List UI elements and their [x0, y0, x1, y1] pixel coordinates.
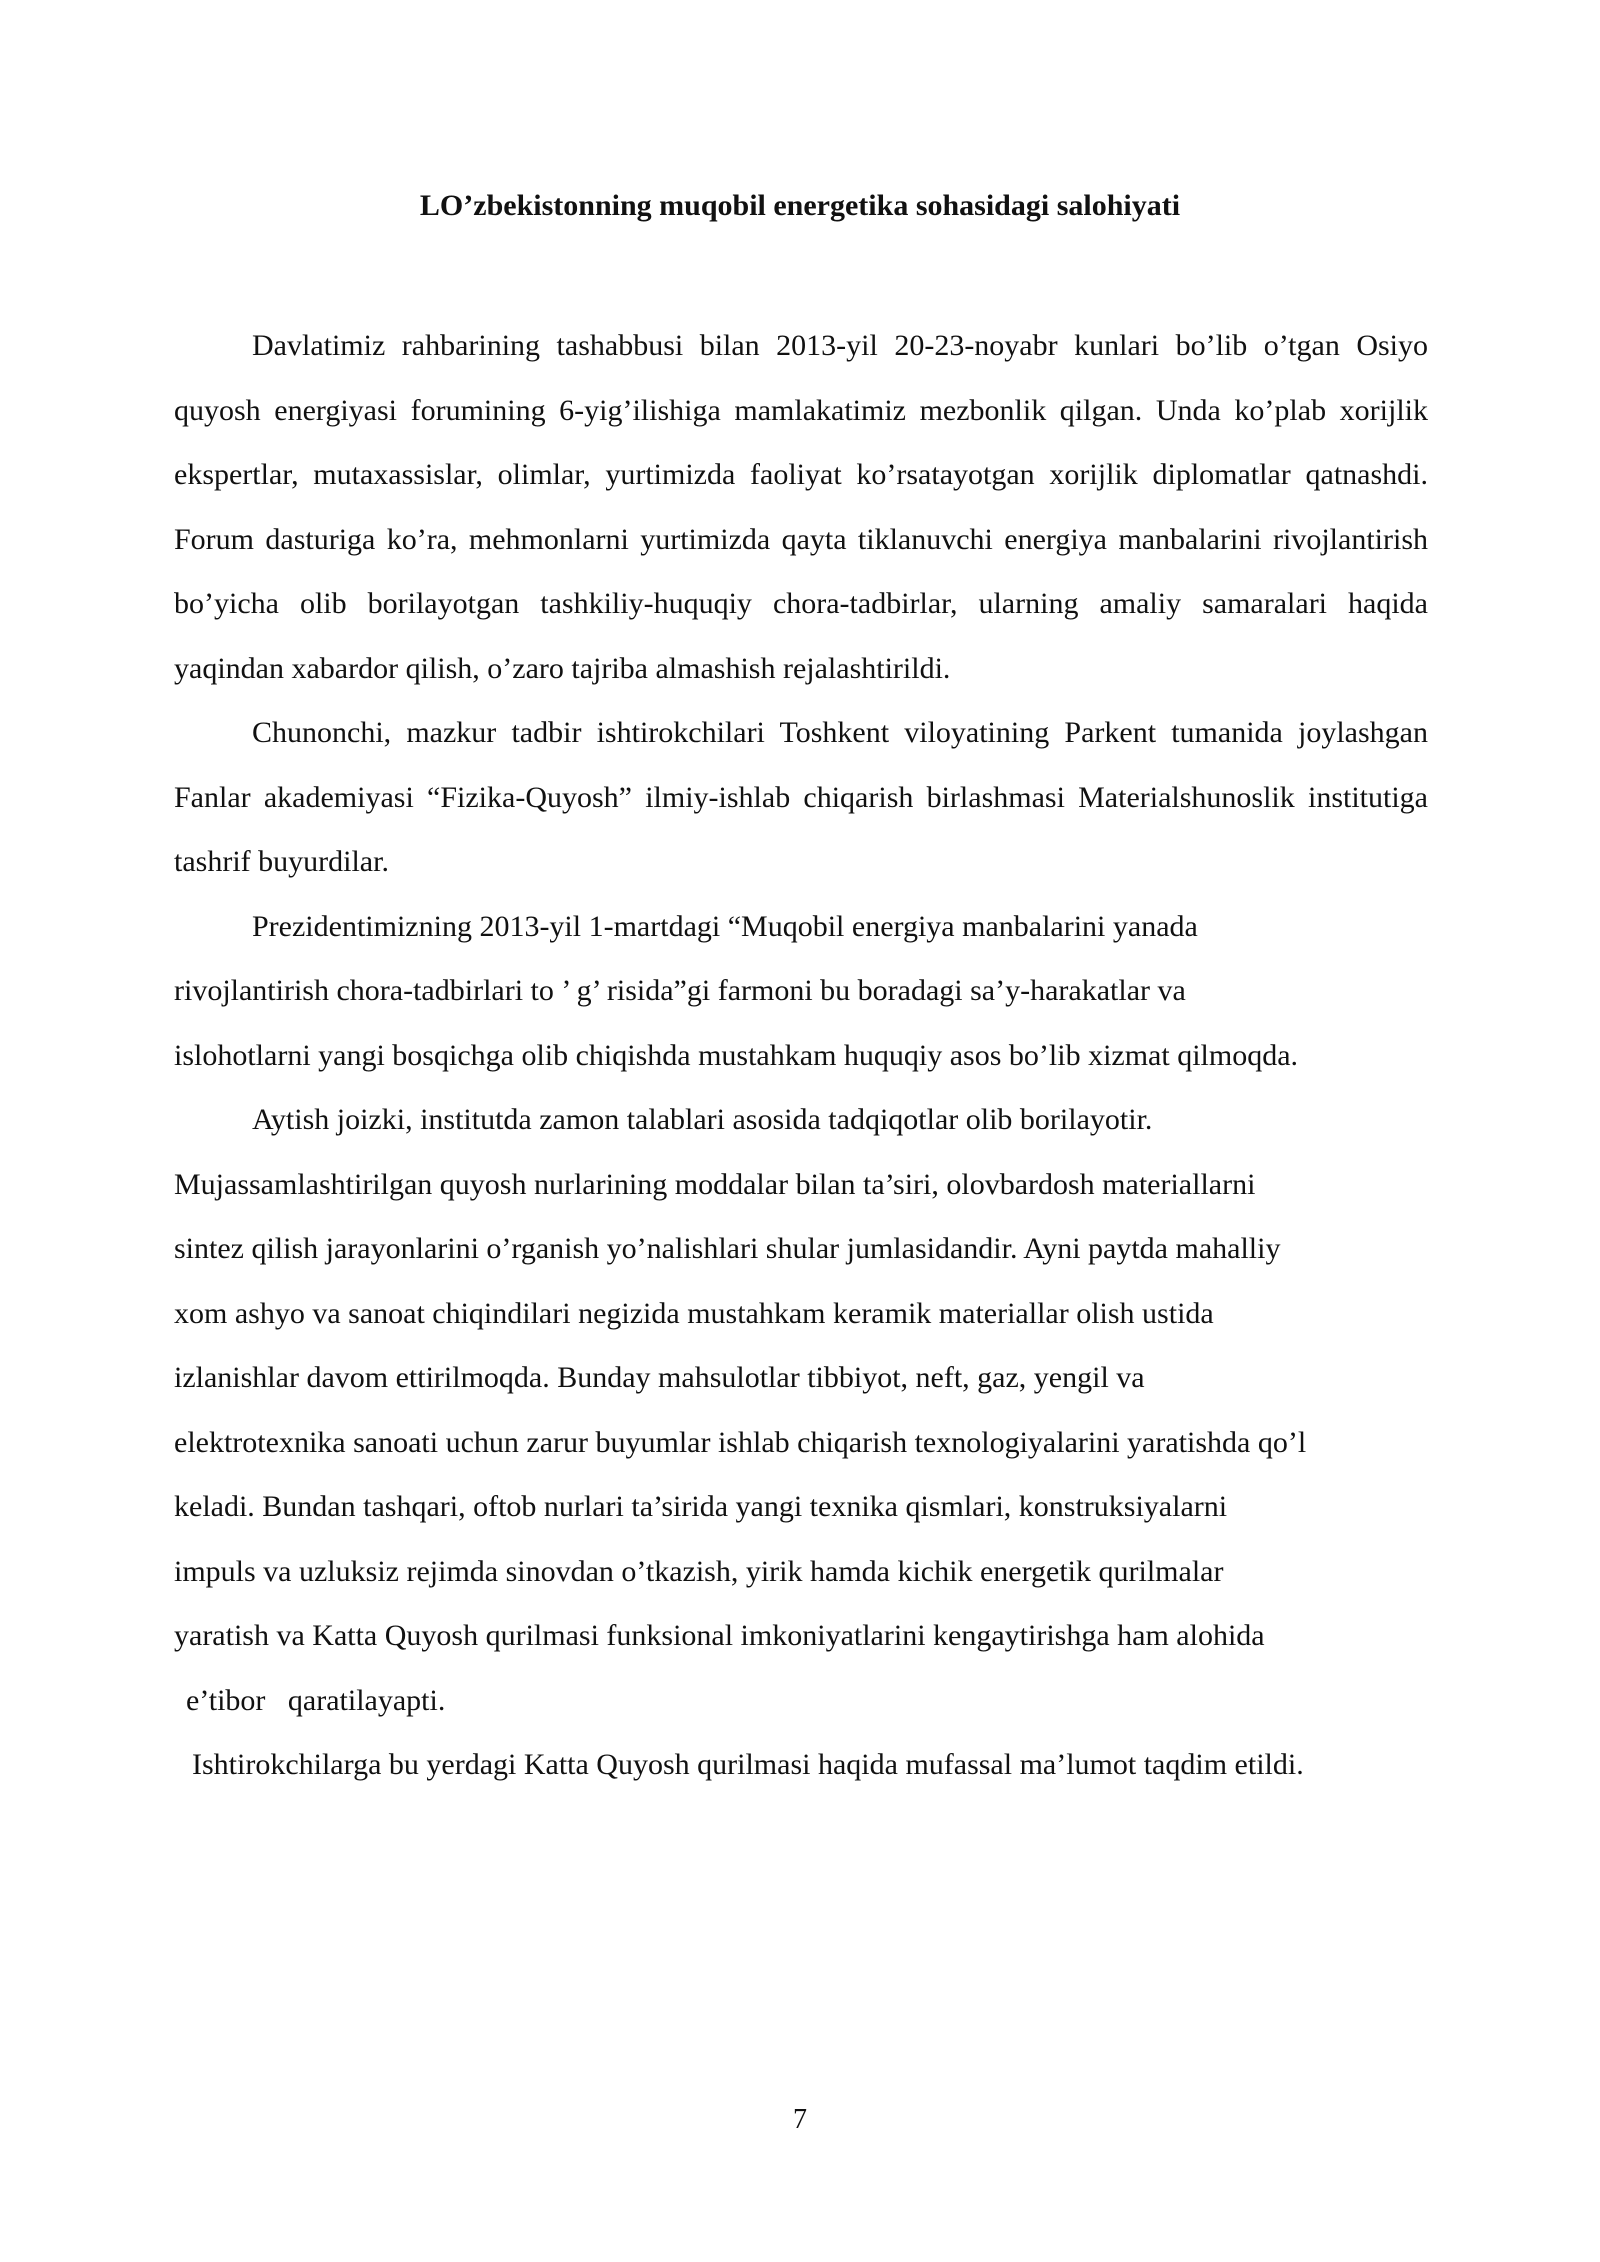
page-number: 7 [793, 2104, 807, 2135]
document-body [174, 314, 1428, 1798]
paragraph-forum: Davlatimiz rahbarining tashabbusi bilan 2013-yil 20-23-noyabr kunlari bo’lib o’tgan Osiyo quyosh energiyasi forumining 6-yig’ilishiga mamlakatimiz mezbonlik qilgan. Unda ko’plab xorijlik ekspertlar, mutaxassislar, olimlar, yurtimizda faoliyat ko’rsatayotgan xorijlik diplomatlar qatnashdi. Forum dasturiga ko’ra, mehmonlarni yurtimizda qayta tiklanuvchi energiya manbalarini rivojlantirish bo’yicha olib borilayotgan tashkiliy-huquqiy chora-tadbirlar, ularning amaliy samaralari haqida yaqindan xabardor qilish, o’zaro tajriba almashish rejalashtirildi. [174, 329, 1428, 685]
paragraph-line: Prezidentimizning 2013-yil 1-martdagi “Muqobil energiya manbalarini yanada [252, 909, 1198, 943]
paragraph-visit: Chunonchi, mazkur tadbir ishtirokchilari Toshkent viloyatining Parkent tumanida joylashgan Fanlar akademiyasi “Fizika-Quyosh” ilmiy-ishlab chiqarish birlashmasi Materialshunoslik institutiga tashrif buyurdilar. [174, 716, 1428, 878]
paragraph-line: impuls va uzluksiz rejimda sinovdan o’tkazish, yirik hamda kichik energetik qurilmalar [174, 1554, 1224, 1588]
paragraph-line: rivojlantirish chora-tadbirlari to ’ g’ risida”gi farmoni bu boradagi sa’y-harakatlar va [174, 974, 1186, 1007]
paragraph-line: izlanishlar davom ettirilmoqda. Bunday mahsulotlar tibbiyot, neft, gaz, yengil va [174, 1361, 1145, 1394]
paragraph-line: elektrotexnika sanoati uchun zarur buyumlar ishlab chiqarish texnologiyalarini yaratishda qo’l [174, 1425, 1307, 1459]
paragraph-line: yaratish va Katta Quyosh qurilmasi funksional imkoniyatlarini kengaytirishga ham alohida [174, 1619, 1265, 1652]
paragraph-institute [174, 1088, 1428, 1733]
paragraph-line: Mujassamlashtirilgan quyosh nurlarining moddalar bilan ta’siri, olovbardosh materiallarni [174, 1167, 1256, 1201]
paragraph-line: xom ashyo va sanoat chiqindilari negizida mustahkam keramik materiallar olish ustida [174, 1296, 1214, 1330]
paragraph-decree [174, 895, 1428, 1089]
paragraph-line: sintez qilish jarayonlarini o’rganish yo’nalishlari shular jumlasidandir. Ayni paytda mahalliy [174, 1232, 1281, 1265]
paragraph-line: Aytish joizki, institutda zamon talablari asosida tadqiqotlar olib borilayotir. [252, 1103, 1153, 1136]
paragraph-line: islohotlarni yangi bosqichga olib chiqishda mustahkam huquqiy asos bo’lib xizmat qilmoqda. [174, 1038, 1299, 1072]
document-title: LO’zbekistonning muqobil energetika sohasidagi salohiyati [419, 189, 1181, 222]
paragraph-line: e’tibor qaratilayapti. [186, 1683, 446, 1717]
paragraph-line: keladi. Bundan tashqari, oftob nurlari ta’sirida yangi texnika qismlari, konstruksiyalarni [174, 1490, 1228, 1523]
paragraph-participants: Ishtirokchilarga bu yerdagi Katta Quyosh qurilmasi haqida mufassal ma’lumot taqdim etildi. [192, 1748, 1304, 1781]
